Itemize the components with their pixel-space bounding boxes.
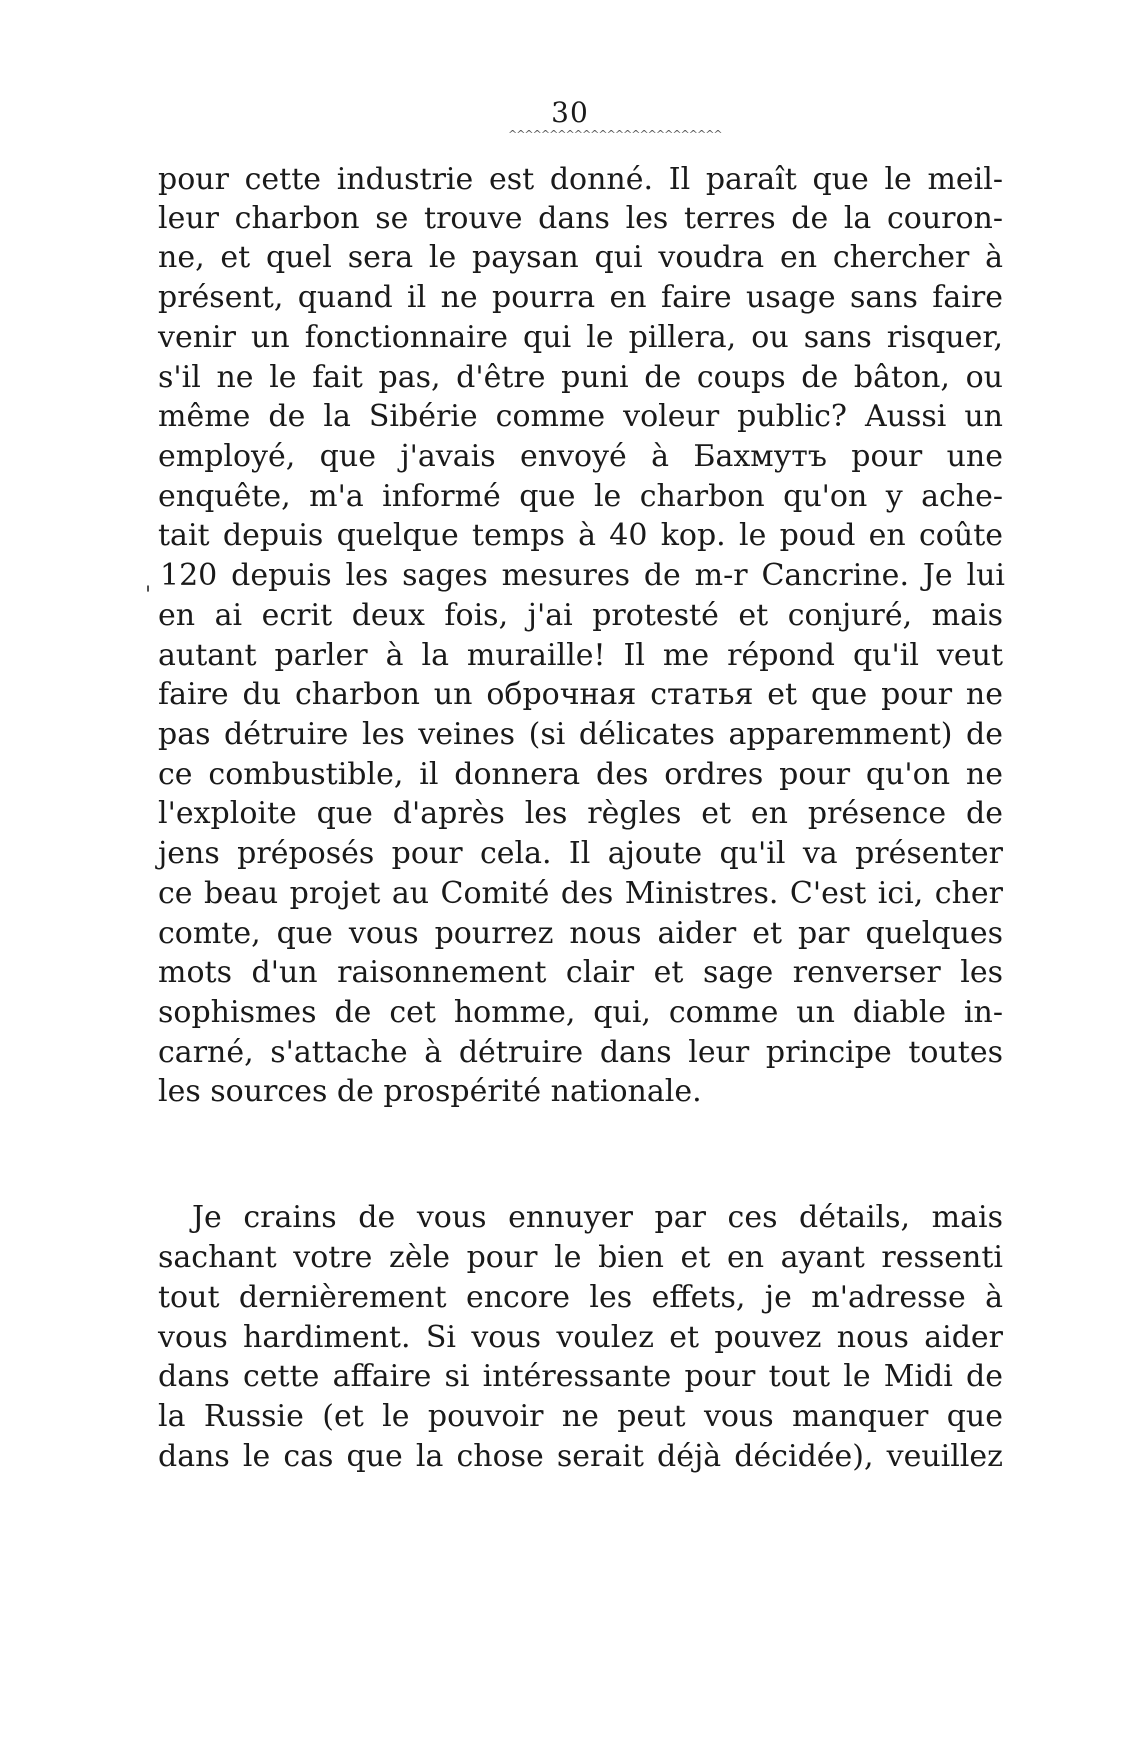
page-number-ornament: ^^^^^^^^^^^^^^^^^^^^^^^^^^ [508, 128, 722, 141]
text-line: même de la Sibérie comme voleur public? Aussi un [158, 399, 1003, 434]
text-line: en ai ecrit deux fois, j'ai protesté et conjuré, mais [158, 598, 1003, 633]
text-line: vous hardiment. Si vous voulez et pouvez nous aider [158, 1320, 1003, 1355]
text-line: les sources de prospérité nationale. [158, 1074, 702, 1109]
margin-mark: ' [145, 583, 152, 608]
text-line: la Russie (et le pouvoir ne peut vous manquer que [158, 1399, 1003, 1434]
text-line: l'exploite que d'après les règles et en présence de [158, 796, 1003, 831]
text-line: présent, quand il ne pourra en faire usage sans faire [158, 280, 1003, 315]
text-line: pas détruire les veines (si délicates apparemment) de [158, 717, 1003, 752]
text-line: sophismes de cet homme, qui, comme un diable in- [158, 995, 1003, 1030]
text-line: tout dernièrement encore les effets, je m'adresse à [158, 1280, 1003, 1315]
text-line: ne, et quel sera le paysan qui voudra en chercher à [158, 240, 1003, 275]
text-line: venir un fonctionnaire qui le pillera, ou sans risquer, [158, 320, 1003, 355]
text-line: ce combustible, il donnera des ordres pour qu'on ne [158, 757, 1003, 792]
text-line: sachant votre zèle pour le bien et en ayant ressenti [158, 1240, 1003, 1275]
text-line: faire du charbon un оброчная статья et que pour ne [158, 677, 1003, 712]
text-line: Je crains de vous ennuyer par ces détails, mais [192, 1200, 1003, 1235]
text-line: comte, que vous pourrez nous aider et par quelques [158, 916, 1003, 951]
text-line: jens préposés pour cela. Il ajoute qu'il va présenter [158, 836, 1003, 871]
text-line: tait depuis quelque temps à 40 kop. le poud en coûte [158, 518, 1003, 553]
text-line: enquête, m'a informé que le charbon qu'on y ache- [158, 479, 1003, 514]
text-line: 120 depuis les sages mesures de m-r Cancrine. Je lui [160, 558, 1005, 593]
text-line: leur charbon se trouve dans les terres de la couron- [158, 201, 1003, 236]
page-number: 30 [551, 96, 589, 129]
text-line: dans cette affaire si intéressante pour tout le Midi de [158, 1359, 1003, 1394]
text-line: pour cette industrie est donné. Il paraît que le meil- [158, 162, 1003, 197]
text-line: dans le cas que la chose serait déjà décidée), veuillez [158, 1439, 1003, 1474]
text-line: autant parler à la muraille! Il me répond qu'il veut [158, 638, 1003, 673]
text-line: employé, que j'avais envoyé à Бахмутъ pour une [158, 439, 1003, 474]
text-line: ce beau projet au Comité des Ministres. C'est ici, cher [158, 876, 1003, 911]
text-line: mots d'un raisonnement clair et sage renverser les [158, 955, 1003, 990]
text-line: carné, s'attache à détruire dans leur principe toutes [158, 1035, 1003, 1070]
text-line: s'il ne le fait pas, d'être puni de coups de bâton, ou [158, 360, 1003, 395]
